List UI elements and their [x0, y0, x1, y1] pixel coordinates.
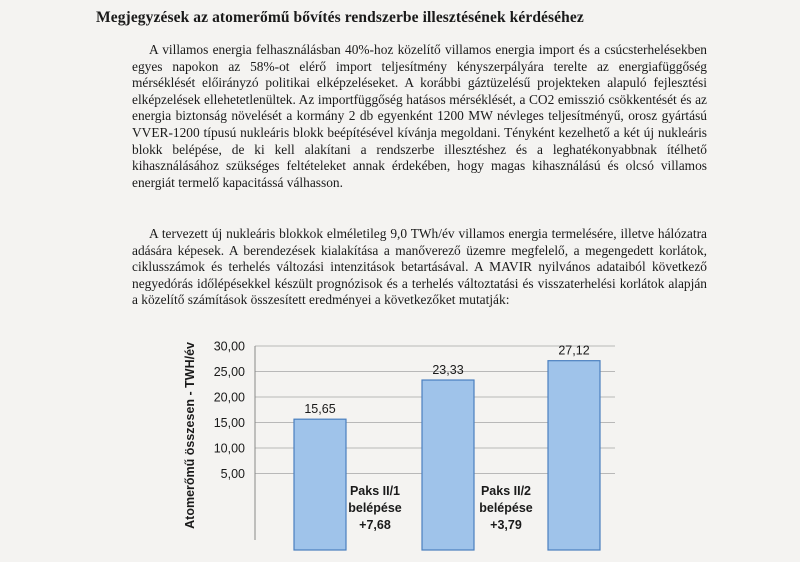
annotation-text: belépése [348, 501, 402, 515]
bar [294, 419, 346, 550]
bar [548, 361, 600, 550]
y-tick-label: 30,00 [213, 339, 245, 354]
data-label: 23,33 [432, 363, 464, 378]
bar [422, 380, 474, 550]
paragraph-2: A tervezett új nukleáris blokkok elméletileg 9,0 TWh/év villamos energia termelésére, illetve hálózatra adására képesek. A berendezések kialakítása a manőverező üzemre megfelelő, a megengedett korlátok, ciklusszámok és terhelés változási intenzitások betartásával. A MAVIR nyilvános adataiból következő negyedórás időlépésekkel készült prognózisok és a terhelés változtatási és visszaterhelési korlátok alapján a közelítő számítások összesített eredményei a következőket mutatják: [132, 226, 707, 308]
y-axis-label: Atomerőmű összesen - TWH/év [183, 342, 197, 529]
annotation-text: Paks II/1 [349, 484, 401, 498]
y-tick-label: 5,00 [220, 467, 245, 481]
y-tick-label: 10,00 [213, 441, 245, 456]
annotation-text: belépése [479, 501, 533, 515]
annotation-text: +3,79 [490, 518, 522, 532]
annotation-text: Paks II/2 [480, 484, 532, 498]
data-label: 27,12 [558, 343, 590, 358]
y-tick-label: 15,00 [213, 416, 245, 430]
y-tick-label: 20,00 [213, 390, 245, 405]
page-title: Megjegyzések az atomerőmű bővítés rendszerbe illesztésének kérdéséhez [96, 9, 584, 26]
bar-chart [160, 330, 660, 534]
paragraph-1: A villamos energia felhasználásban 40%-hoz közelítő villamos energia import és a csúcsterhelésekben egyes napokon az 58%-ot elérő import teljesítmény kényszerpályára terelte az energiafüggőség mérséklését előirányzó politikai elképzeléseket. A korábbi gáztüzelésű projekteken alapuló fejlesztési elképzelések ellehetetlenültek. Az importfüggőség hatásos mérséklését, a CO2 emisszió csökkentését és az energia biztonság növelését a kormány 2 db egyenként 1200 MW névleges teljesítményű, orosz gyártású VVER-1200 típusú nukleáris blokk beépítésével kívánja megoldani. Tényként kezelhető a két új nukleáris blokk belépése, de ki kell alakítani a rendszerbe illesztéshez és a leghatékonyabbnak ítélhető kihasználásához szükséges feltételeket annak érdekében, hogy magas kihasználású és olcsó villamos energiát termelő kapacitássá válhasson. [132, 42, 707, 190]
annotation-text: +7,68 [359, 518, 391, 532]
data-label: 15,65 [304, 402, 336, 417]
chart-plot [160, 330, 660, 534]
y-tick-label: 25,00 [213, 365, 245, 379]
